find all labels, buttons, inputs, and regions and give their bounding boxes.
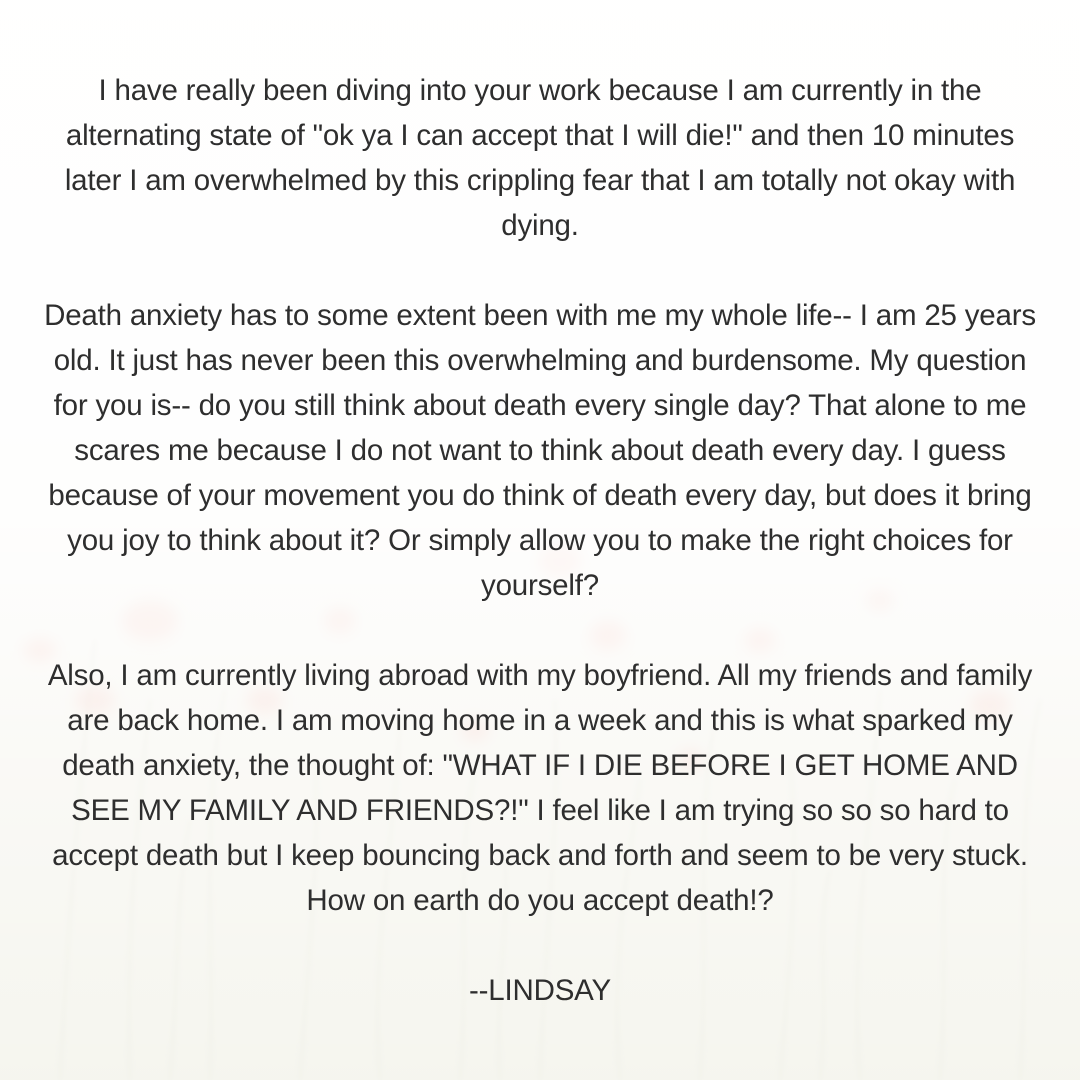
letter-text — [40, 68, 1040, 1013]
letter-signature: --LINDSAY — [469, 974, 611, 1007]
letter-paragraph-1: I have really been diving into your work because I am currently in the alternating state of "ok ya I can accept that I will die!" and then 10 minutes later I am overwhelmed by this crippling fear that I am totally not okay with dying. — [64, 74, 1016, 242]
letter-paragraph-2: Death anxiety has to some extent been with me my whole life-- I am 25 years old. It just has never been this overwhelming and burdensome. My question for you is-- do you still think about death every single day? That alone to me scares me because I do not want to think about death every day. I guess because of your movement you do think of death every day, but does it bring you joy to think about it? Or simply allow you to make the right choices for yourself? — [44, 299, 1036, 602]
letter-paragraph-3: Also, I am currently living abroad with my boyfriend. All my friends and family are back home. I am moving home in a week and this is what sparked my death anxiety, the thought of: "WHAT IF I DIE BEFORE I GET HOME AND SEE MY FAMILY AND FRIENDS?!" I feel like I am trying so so so hard to accept death but I keep bouncing back and forth and seem to be very stuck. How on earth do you accept death!? — [47, 659, 1033, 917]
